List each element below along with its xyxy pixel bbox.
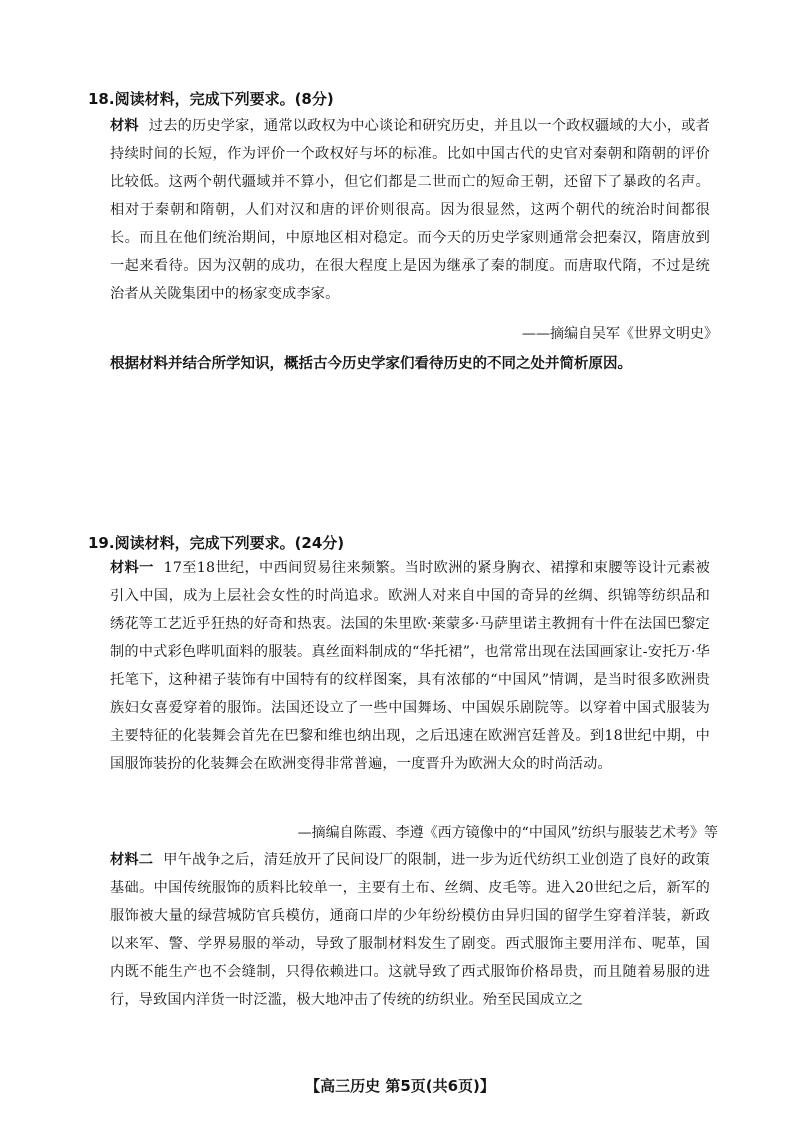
material-label: 材料 bbox=[110, 118, 139, 134]
material-2-text: 甲午战争之后，清廷放开了民间设厂的限制，进一步为近代纺织工业创造了良好的政策基础。中国传统服饰的质料比较单一，主要有土布、丝绸、皮毛等。进入20世纪之后，新军的服饰被大量的绿营城防官兵模仿，通商口岸的少年纷纷模仿由异归国的留学生穿着洋装，新政以来军、警、学界易服的举动，导致了服制材料发生了剧变。西式服饰主要用洋布、呢革，国内既不能生产也不会缝制，只得依赖进口。这就导致了西式服饰价格昂贵，而且随着易服的进行，导致国内洋货一时泛滥，极大地冲击了传统的纺织业。殆至民国成立之 bbox=[110, 852, 711, 1008]
material-1-label: 材料一 bbox=[110, 560, 154, 576]
question-19-title: 19.阅读材料，完成下列要求。(24分) bbox=[88, 534, 345, 552]
material-1-text: 17至18世纪，中西间贸易往来频繁。当时欧洲的紧身胸衣、裙撑和束腰等设计元素被引入中国，成为上层社会女性的时尚追求。欧洲人对来自中国的奇异的丝绸、织锦等纺织品和绣花等工艺近乎狂热的好奇和热衷。法国的朱里欧·莱蒙多·马萨里诺主教拥有十件在法国巴黎定制的中式彩色哔叽面料的服装。真丝面料制成的“华托裙”，也常常出现在法国画家让-安托万·华托笔下，这种裙子装饰有中国特有的纹样图案，具有浓郁的“中国风”情调，是当时很多欧洲贵族妇女喜爱穿着的服饰。法国还设立了一些中国舞场、中国娱乐剧院等。以穿着中国式服装为主要特征的化装舞会首先在巴黎和维也纳出现，之后迅速在欧洲宫廷普及。到18世纪中期，中国服饰装扮的化装舞会在欧洲变得非常普遍，一度晋升为欧洲大众的时尚活动。 bbox=[110, 560, 710, 772]
material-2-label: 材料二 bbox=[110, 852, 154, 868]
question-19-material-2 bbox=[110, 846, 710, 1014]
question-18-task: 根据材料并结合所学知识，概括古今历史学家们看待历史的不同之处并简析原因。 bbox=[110, 356, 632, 372]
question-18-material bbox=[110, 112, 710, 308]
question-18-title: 18.阅读材料，完成下列要求。(8分) bbox=[88, 90, 334, 108]
material-text: 过去的历史学家，通常以政权为中心谈论和研究历史，并且以一个政权疆域的大小，或者持续时间的长短，作为评价一个政权好与坏的标准。比如中国古代的史官对秦朝和隋朝的评价比较低。这两个朝代疆域并不算小，但它们都是二世而亡的短命王朝，还留下了暴政的名声。相对于秦朝和隋朝，人们对汉和唐的评价则很高。因为很显然，这两个朝代的统治时间都很长。而且在他们统治期间，中原地区相对稳定。而今天的历史学家则通常会把秦汉，隋唐放到一起来看待。因为汉朝的成功，在很大程度上是因为继承了秦的制度。而唐取代隋，不过是统治者从关陇集团中的杨家变成李家。 bbox=[110, 118, 710, 302]
question-19-material-1 bbox=[110, 554, 710, 778]
question-18-source: ——摘编自吴军《世界文明史》 bbox=[522, 326, 718, 342]
page-footer: 【高三历史 第5页(共6页)】 bbox=[305, 1077, 495, 1095]
question-19-source-1: —摘编自陈霞、李遵《西方镜像中的“中国风”纺织与服装艺术考》等 bbox=[297, 825, 718, 841]
